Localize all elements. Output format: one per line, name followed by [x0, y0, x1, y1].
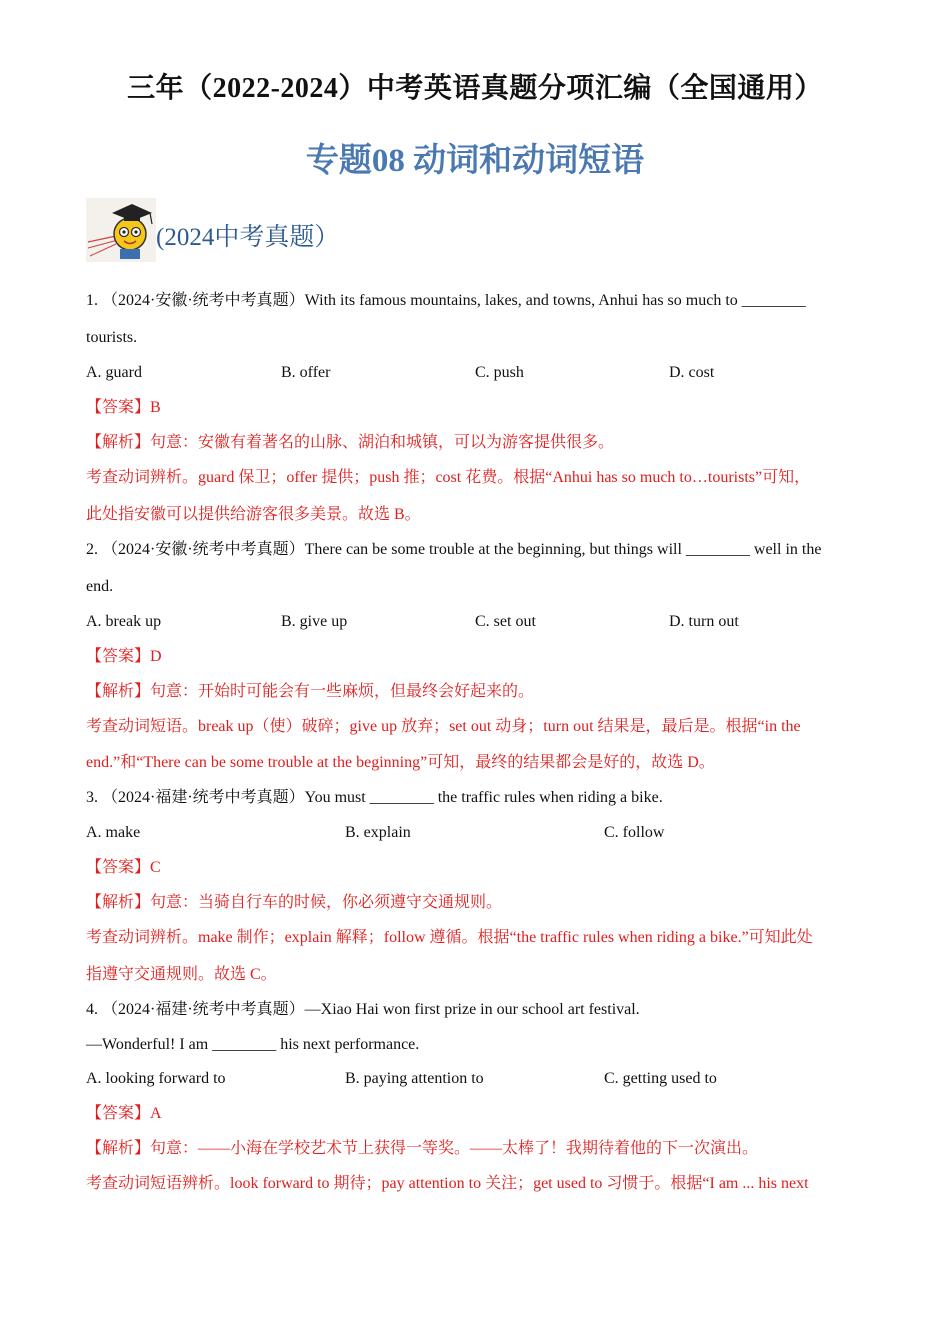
- topic-title: 专题08 动词和动词短语: [305, 143, 645, 179]
- question-4-analysis-line-2: 考查动词短语辨析。look forward to 期待；pay attention to 关注；get used to 习惯于。根据“I am ... his next: [86, 1175, 809, 1192]
- question-3-analysis-line-3: 指遵守交通规则。故选 C。: [86, 966, 277, 983]
- question-4-option-a: A. looking forward to: [86, 1070, 226, 1087]
- question-4-stem-cont: —Wonderful! I am ________ his next performance.: [86, 1036, 420, 1053]
- section-label: (2024中考真题）: [156, 224, 340, 251]
- question-3-option-a: A. make: [86, 824, 141, 841]
- question-2-stem: 2. （2024·安徽·统考中考真题）There can be some trouble at the beginning, but things will ________ well in the: [86, 541, 822, 558]
- question-3-option-b: B. explain: [345, 824, 411, 841]
- question-2-option-d: D. turn out: [669, 613, 739, 630]
- question-3-answer: 【答案】C: [86, 859, 161, 876]
- question-3-option-c: C. follow: [604, 824, 665, 841]
- question-1-option-d: D. cost: [669, 364, 715, 381]
- question-2-analysis-line-2: 考查动词短语。break up（使）破碎；give up 放弃；set out 动身；turn out 结果是，最后是。根据“in the: [86, 718, 801, 735]
- question-4-stem: 4. （2024·福建·统考中考真题）—Xiao Hai won first prize in our school art festival.: [86, 1001, 640, 1018]
- question-2-option-b: B. give up: [281, 613, 348, 630]
- question-4-answer: 【答案】A: [86, 1105, 162, 1122]
- section-header: [86, 197, 339, 263]
- document-title: 三年（2022-2024）中考英语真题分项汇编（全国通用）: [127, 73, 823, 104]
- question-1-analysis-line-3: 此处指安徽可以提供给游客很多美景。故选 B。: [86, 506, 421, 523]
- graduate-mascot-icon: [86, 198, 156, 262]
- question-2-answer: 【答案】D: [86, 648, 162, 665]
- question-1-stem-cont: tourists.: [86, 329, 138, 346]
- question-3-analysis-line-2: 考查动词辨析。make 制作；explain 解释；follow 遵循。根据“the traffic rules when riding a bike.”可知此处: [86, 929, 813, 946]
- question-1-option-c: C. push: [475, 364, 524, 381]
- question-2-option-a: A. break up: [86, 613, 162, 630]
- question-4-option-b: B. paying attention to: [345, 1070, 484, 1087]
- question-1-answer: 【答案】B: [86, 399, 161, 416]
- question-1-stem: 1. （2024·安徽·统考中考真题）With its famous mountains, lakes, and towns, Anhui has so much to ________: [86, 292, 806, 309]
- question-1-option-b: B. offer: [281, 364, 331, 381]
- question-2-stem-cont: end.: [86, 578, 114, 595]
- question-2-analysis: 【解析】句意：开始时可能会有一些麻烦，但最终会好起来的。: [86, 683, 535, 700]
- question-1-option-a: A. guard: [86, 364, 142, 381]
- question-4-option-c: C. getting used to: [604, 1070, 717, 1087]
- question-1-analysis: 【解析】句意：安徽有着著名的山脉、湖泊和城镇，可以为游客提供很多。: [86, 434, 615, 451]
- question-4-analysis: 【解析】句意：——小海在学校艺术节上获得一等奖。——太棒了！我期待着他的下一次演出。: [86, 1140, 759, 1157]
- question-2-analysis-line-3: end.”和“There can be some trouble at the beginning”可知，最终的结果都会是好的，故选 D。: [86, 754, 715, 771]
- question-3-stem: 3. （2024·福建·统考中考真题）You must ________ the traffic rules when riding a bike.: [86, 789, 663, 806]
- question-1-analysis-line-2: 考查动词辨析。guard 保卫；offer 提供；push 推；cost 花费。根据“Anhui has so much to…tourists”可知，: [86, 469, 811, 486]
- question-3-analysis: 【解析】句意：当骑自行车的时候，你必须遵守交通规则。: [86, 894, 503, 911]
- question-2-option-c: C. set out: [475, 613, 536, 630]
